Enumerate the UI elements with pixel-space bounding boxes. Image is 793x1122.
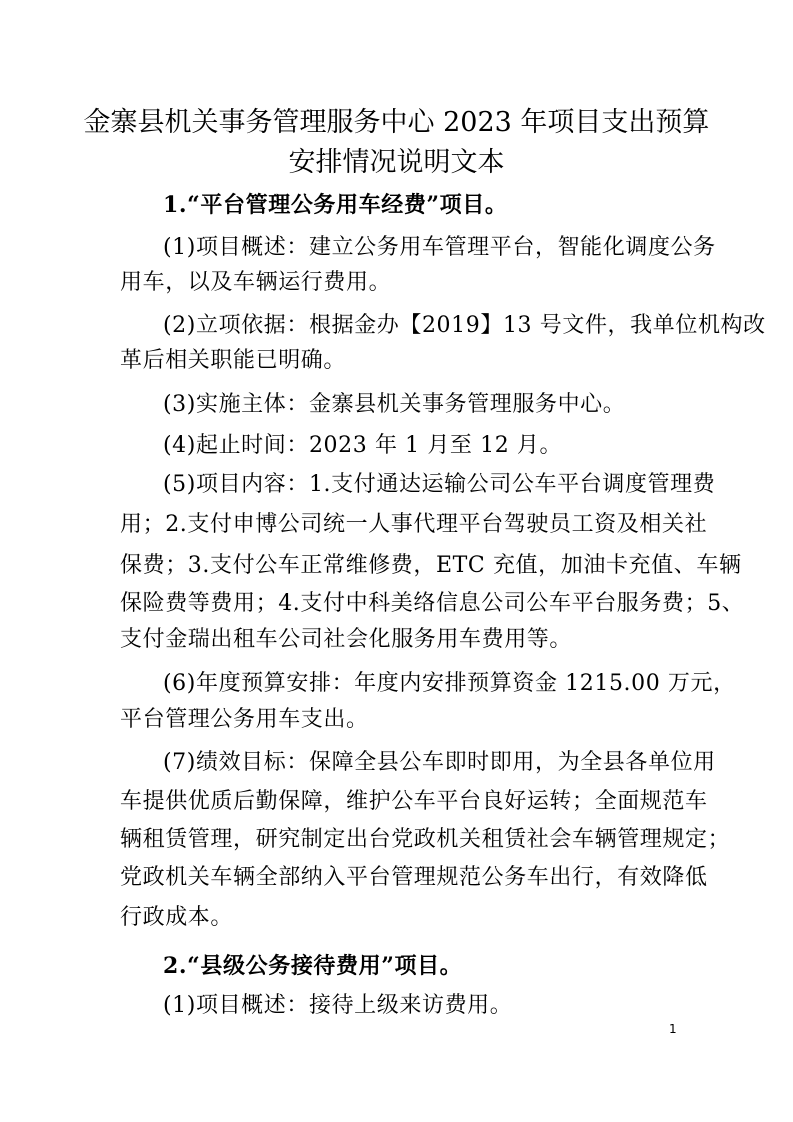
document-title-line-2: 安排情况说明文本 [288, 147, 505, 178]
paragraph-line: (6)年度预算安排：年度内安排预算资金 1215.00 万元， [163, 671, 736, 696]
paragraph-line: 辆租赁管理，研究制定出台党政机关租赁社会车辆管理规定； [120, 827, 731, 852]
paragraph-line: 保险费等费用；4.支付中科美络信息公司公车平台服务费；5、 [120, 591, 745, 616]
paragraph-line: 车提供优质后勤保障，维护公车平台良好运转；全面规范车 [120, 789, 708, 814]
paragraph-line: 行政成本。 [120, 905, 234, 930]
section-heading-2: 2.“县级公务接待费用”项目。 [163, 953, 463, 979]
paragraph-line: 用车，以及车辆运行费用。 [120, 270, 392, 295]
paragraph-line: 革后相关职能已明确。 [120, 348, 347, 373]
paragraph-line: (1)项目概述：建立公务用车管理平台，智能化调度公务 [163, 235, 716, 260]
paragraph-line: 用；2.支付申博公司统一人事代理平台驾驶员工资及相关社 [120, 512, 708, 537]
paragraph-line: (4)起止时间：2023 年 1 月至 12 月。 [163, 433, 563, 458]
page-number: 1 [669, 1022, 677, 1036]
document-title-line-1: 金寨县机关事务管理服务中心 2023 年项目支出预算 [83, 107, 710, 138]
section-heading-1: 1.“平台管理公务用车经费”项目。 [163, 192, 508, 218]
paragraph-line: 保费；3.支付公车正常维修费，ETC 充值，加油卡充值、车辆 [120, 553, 742, 578]
paragraph-line: (3)实施主体：金寨县机关事务管理服务中心。 [163, 392, 626, 417]
paragraph-line: (5)项目内容：1.支付通达运输公司公车平台调度管理费 [163, 472, 716, 497]
paragraph-line: 平台管理公务用车支出。 [120, 707, 369, 732]
paragraph-line: (2)立项依据：根据金办【2019】13 号文件，我单位机构改 [163, 313, 766, 338]
paragraph-line: 支付金瑞出租车公司社会化服务用车费用等。 [120, 627, 573, 652]
paragraph-line: (1)项目概述：接待上级来访费用。 [163, 993, 513, 1018]
paragraph-line: 党政机关车辆全部纳入平台管理规范公务车出行，有效降低 [120, 865, 708, 890]
paragraph-line: (7)绩效目标：保障全县公车即时即用，为全县各单位用 [163, 750, 716, 775]
